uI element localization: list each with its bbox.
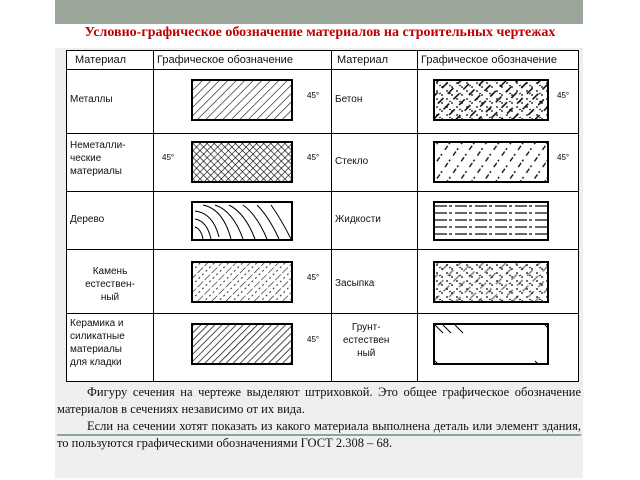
materials-table	[66, 50, 579, 382]
header-symbol-1: Графическое обозначение	[157, 54, 293, 66]
grid-line	[67, 249, 578, 250]
material-soil: Грунт- естествен ный	[343, 322, 390, 359]
material-wood: Дерево	[70, 214, 105, 225]
hatch-concrete	[433, 79, 549, 121]
angle-label: 45°	[162, 153, 175, 162]
grid-line	[331, 51, 332, 381]
paragraph-1-text: Фигуру сечения на чертеже выделяют штриховкой. Это общее графическое обозначение материалов в сечениях независимо от их вида.	[57, 385, 581, 416]
hatch-stone	[191, 261, 293, 303]
paragraph-2-text: Если на сечении хотят показать из какого материала выполнена деталь или элемент здания, то пользуются графическими обозначениями ГОСТ 2.308 – 68.	[57, 419, 581, 450]
grid-line	[67, 191, 578, 192]
angle-label: 45°	[557, 91, 570, 100]
hatch-nonmetals	[191, 141, 293, 183]
angle-label: 45°	[307, 91, 320, 100]
grid-line	[153, 51, 154, 381]
material-nonmetals: Неметалли- ческие материалы	[70, 140, 126, 177]
angle-label: 45°	[307, 153, 320, 162]
hatch-backfill	[433, 261, 549, 303]
grid-line	[67, 133, 578, 134]
slide-title: Условно-графическое обозначение материалов на строительных чертежах	[84, 25, 556, 40]
header-material-1: Материал	[75, 54, 126, 66]
material-stone: Камень естествен- ный	[85, 266, 135, 303]
material-metals: Металлы	[70, 94, 113, 105]
grid-line	[67, 313, 578, 314]
hatch-glass	[433, 141, 549, 183]
hatch-ceramic	[191, 323, 293, 365]
header-material-2: Материал	[337, 54, 388, 66]
material-backfill: Засыпка	[335, 278, 375, 289]
material-ceramic: Керамика и силикатные материалы для кладки	[70, 318, 125, 368]
grid-line	[417, 51, 418, 381]
hatch-soil	[433, 323, 549, 365]
hatch-wood	[191, 201, 293, 241]
paragraph-2	[57, 418, 581, 452]
paragraph-1	[57, 384, 581, 418]
material-glass: Стекло	[335, 156, 369, 167]
hatch-metals	[191, 79, 293, 121]
top-bar	[55, 0, 583, 24]
material-concrete: Бетон	[335, 94, 363, 105]
angle-label: 45°	[307, 335, 320, 344]
header-symbol-2: Графическое обозначение	[421, 54, 557, 66]
hatch-liquids	[433, 201, 549, 241]
angle-label: 45°	[307, 273, 320, 282]
material-liquids: Жидкости	[335, 214, 381, 225]
angle-label: 45°	[557, 153, 570, 162]
grid-line	[67, 69, 578, 70]
